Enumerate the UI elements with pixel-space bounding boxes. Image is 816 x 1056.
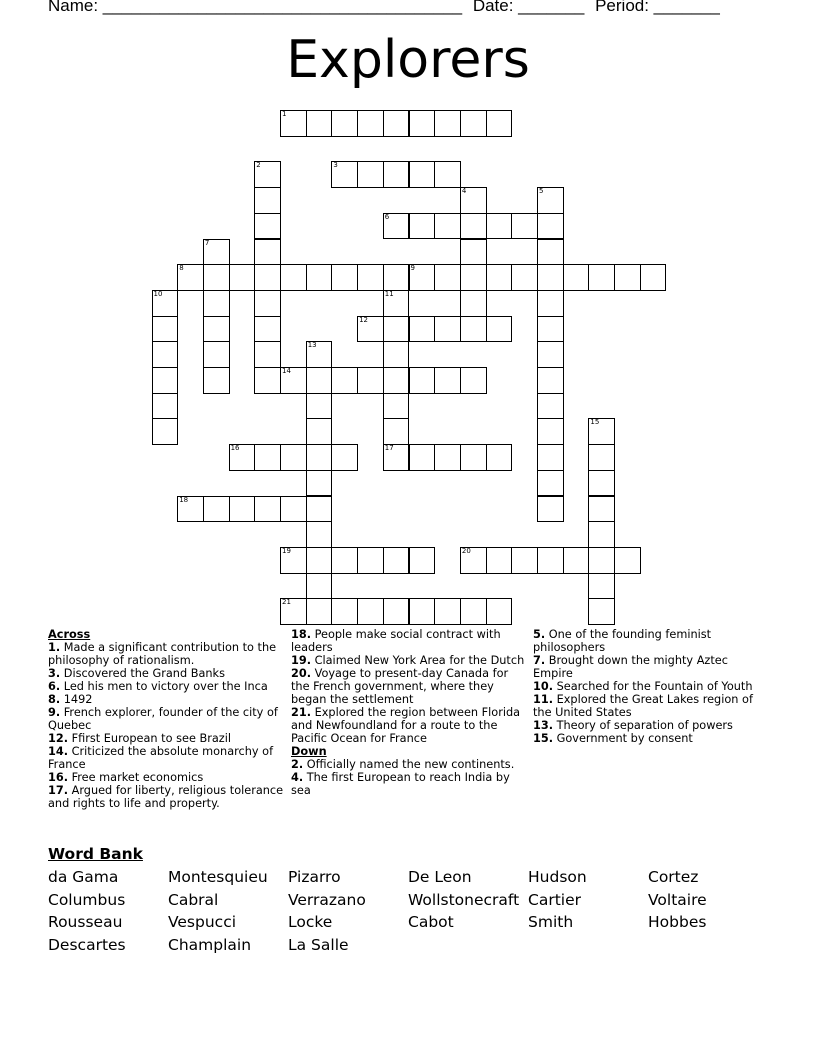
clue-number: 11: [384, 289, 394, 298]
clue-item: [533, 732, 769, 745]
word-bank-entry: Cabral: [168, 890, 219, 909]
crossword-cell[interactable]: [254, 161, 281, 188]
crossword-cell[interactable]: [434, 161, 461, 188]
crossword-cell[interactable]: [177, 264, 204, 291]
word-bank-entry: Vespucci: [168, 913, 237, 931]
crossword-cell[interactable]: [280, 444, 307, 471]
crossword-cell[interactable]: [409, 444, 436, 471]
word-bank-entry: La Salle: [288, 935, 349, 954]
clues-column-2: [291, 628, 527, 797]
crossword-cell[interactable]: [409, 316, 436, 343]
crossword-cell[interactable]: [383, 547, 410, 574]
crossword-cell[interactable]: [254, 187, 281, 214]
crossword-cell[interactable]: [357, 316, 384, 343]
clue-text: Argued for liberty, religious tolerance and rights to life and property.: [48, 784, 284, 810]
clue-text: Theory of separation of powers: [553, 719, 733, 732]
clue-item: [533, 628, 769, 654]
clue-number-label: 15.: [533, 732, 554, 745]
down-clue-list-continued: [533, 628, 769, 745]
clue-number-label: 10.: [533, 680, 554, 693]
across-clue-list-continued: [291, 628, 527, 745]
crossword-cell[interactable]: [229, 444, 256, 471]
clue-number: 10: [153, 289, 163, 298]
clue-number: 13: [307, 341, 317, 350]
clue-number-label: 7.: [533, 654, 546, 667]
crossword-cell[interactable]: [511, 264, 538, 291]
clue-number-label: 12.: [48, 732, 69, 745]
crossword-cell[interactable]: [537, 547, 564, 574]
crossword-cell[interactable]: [511, 213, 538, 240]
crossword-cell[interactable]: [331, 547, 358, 574]
crossword-cell[interactable]: [460, 316, 487, 343]
crossword-cell[interactable]: [383, 444, 410, 471]
clue-number-label: 6.: [48, 680, 61, 693]
clue-number: 9: [410, 264, 415, 273]
clue-number: 1: [282, 110, 287, 118]
clue-text: Explored the Great Lakes region of the United States: [533, 693, 753, 719]
crossword-cell[interactable]: [331, 367, 358, 394]
word-bank-entry: Voltaire: [648, 890, 707, 909]
crossword-cell[interactable]: [409, 547, 436, 574]
crossword-cell[interactable]: [537, 316, 564, 343]
crossword-cell[interactable]: [357, 161, 384, 188]
crossword-cell[interactable]: [434, 444, 461, 471]
name-field[interactable]: Name: ______________________________________: [48, 0, 463, 15]
clue-item: [48, 667, 284, 680]
date-field[interactable]: Date: _______: [472, 0, 585, 15]
crossword-cell[interactable]: [434, 213, 461, 240]
crossword-cell[interactable]: [537, 444, 564, 471]
word-bank-entry: Cabot: [408, 913, 454, 931]
crossword-cell[interactable]: [460, 290, 487, 317]
crossword-cell[interactable]: [357, 598, 384, 625]
crossword-cell[interactable]: [306, 496, 333, 523]
crossword-cell[interactable]: [254, 264, 281, 291]
crossword-cell[interactable]: [434, 316, 461, 343]
crossword-cell[interactable]: [383, 264, 410, 291]
crossword-cell[interactable]: [331, 110, 358, 137]
clue-number-label: 1.: [48, 641, 61, 654]
crossword-cell[interactable]: [588, 470, 615, 497]
crossword-cell[interactable]: [537, 341, 564, 368]
clue-text: Officially named the new continents.: [303, 758, 515, 771]
crossword-cell[interactable]: [306, 547, 333, 574]
crossword-cell[interactable]: [280, 547, 307, 574]
crossword-cell[interactable]: [203, 290, 230, 317]
clue-number: 17: [384, 444, 394, 453]
clue-number: 20: [461, 546, 471, 555]
word-bank-entry: Champlain: [168, 935, 252, 954]
crossword-cell[interactable]: [460, 444, 487, 471]
crossword-cell[interactable]: [486, 598, 513, 625]
clue-text: Made a significant contribution to the philosophy of rationalism.: [48, 641, 277, 667]
clue-text: French explorer, founder of the city of Quebec: [48, 706, 278, 732]
crossword-cell[interactable]: [614, 547, 641, 574]
crossword-cell[interactable]: [331, 598, 358, 625]
crossword-cell[interactable]: [152, 290, 179, 317]
page-title: Explorers: [286, 30, 530, 90]
crossword-cell[interactable]: [409, 161, 436, 188]
clue-item: [291, 758, 527, 771]
word-bank-entry: da Gama: [48, 868, 119, 886]
clue-item: [291, 628, 527, 654]
clue-number-label: 18.: [291, 628, 312, 641]
crossword-cell[interactable]: [383, 341, 410, 368]
crossword-cell[interactable]: [254, 290, 281, 317]
crossword-cell[interactable]: [460, 187, 487, 214]
clue-item: [291, 706, 527, 745]
crossword-cell[interactable]: [588, 598, 615, 625]
clue-number: 12: [359, 315, 369, 324]
clue-number: 21: [282, 598, 291, 607]
crossword-cell[interactable]: [306, 444, 333, 471]
crossword-cell[interactable]: [280, 367, 307, 394]
clue-text: Criticized the absolute monarchy of France: [48, 745, 274, 771]
clue-number-label: 19.: [291, 654, 312, 667]
clue-number-label: 5.: [533, 628, 546, 641]
crossword-cell[interactable]: [357, 110, 384, 137]
crossword-cell[interactable]: [460, 264, 487, 291]
crossword-cell[interactable]: [460, 213, 487, 240]
crossword-cell[interactable]: [203, 341, 230, 368]
crossword-cell[interactable]: [409, 213, 436, 240]
clue-number-label: 16.: [48, 771, 69, 784]
crossword-cell[interactable]: [254, 316, 281, 343]
clue-number-label: 9.: [48, 706, 61, 719]
crossword-cell[interactable]: [203, 496, 230, 523]
across-clue-list: [48, 641, 284, 810]
crossword-cell[interactable]: [383, 110, 410, 137]
crossword-cell[interactable]: [280, 496, 307, 523]
clue-number-label: 3.: [48, 667, 61, 680]
clues-column-3: [533, 628, 769, 745]
crossword-cell[interactable]: [486, 444, 513, 471]
clue-item: [291, 654, 527, 667]
crossword-cell[interactable]: [152, 367, 179, 394]
crossword-cell[interactable]: [486, 264, 513, 291]
period-field[interactable]: Period: _______: [595, 0, 720, 15]
clues-column-1: [48, 628, 284, 810]
crossword-cell[interactable]: [537, 187, 564, 214]
clue-item: [48, 771, 284, 784]
word-bank-entry: Pizarro: [288, 868, 341, 886]
crossword-cell[interactable]: [254, 496, 281, 523]
word-bank-entry: Cartier: [528, 890, 581, 909]
clue-text: People make social contract with leaders: [291, 628, 501, 654]
crossword-cell[interactable]: [563, 264, 590, 291]
clue-item: [533, 693, 769, 719]
down-heading: Down: [291, 745, 327, 758]
word-bank-entry: Columbus: [48, 890, 126, 909]
crossword-cell[interactable]: [588, 521, 615, 548]
crossword-cell[interactable]: [537, 264, 564, 291]
clue-item: [533, 654, 769, 680]
clue-text: Free market economics: [68, 771, 204, 784]
crossword-cell[interactable]: [383, 393, 410, 420]
crossword-cell[interactable]: [460, 367, 487, 394]
crossword-cell[interactable]: [152, 316, 179, 343]
crossword-cell[interactable]: [460, 239, 487, 266]
crossword-cell[interactable]: [486, 110, 513, 137]
crossword-cell[interactable]: [383, 161, 410, 188]
clue-number: 8: [179, 264, 184, 273]
clue-item: [48, 732, 284, 745]
crossword-cell[interactable]: [177, 496, 204, 523]
crossword-cell[interactable]: [460, 110, 487, 137]
word-bank-entry: Descartes: [48, 935, 126, 954]
crossword-cell[interactable]: [588, 418, 615, 445]
clue-text: Brought down the mighty Aztec Empire: [533, 654, 728, 680]
crossword-cell[interactable]: [563, 547, 590, 574]
clue-item: [48, 680, 284, 693]
crossword-cell[interactable]: [254, 213, 281, 240]
clue-number-label: 11.: [533, 693, 554, 706]
crossword-cell[interactable]: [331, 264, 358, 291]
clue-text: The first European to reach India by sea: [291, 771, 510, 797]
crossword-cell[interactable]: [306, 598, 333, 625]
clue-item: [48, 784, 284, 810]
crossword-cell[interactable]: [229, 264, 256, 291]
crossword-cell[interactable]: [511, 547, 538, 574]
crossword-cell[interactable]: [640, 264, 667, 291]
clue-number: 16: [230, 444, 240, 453]
crossword-cell[interactable]: [588, 496, 615, 523]
crossword-cell[interactable]: [383, 598, 410, 625]
clue-text: 1492: [60, 693, 93, 706]
crossword-cell[interactable]: [537, 393, 564, 420]
crossword-cell[interactable]: [434, 264, 461, 291]
crossword-cell[interactable]: [537, 470, 564, 497]
crossword-cell[interactable]: [306, 418, 333, 445]
crossword-cell[interactable]: [434, 367, 461, 394]
crossword-cell[interactable]: [306, 367, 333, 394]
crossword-cell[interactable]: [537, 496, 564, 523]
crossword-cell[interactable]: [383, 213, 410, 240]
word-bank-entry: Rousseau: [48, 913, 123, 931]
crossword-cell[interactable]: [486, 213, 513, 240]
clue-number-label: 4.: [291, 771, 304, 784]
word-bank-entry: Wollstonecraft: [408, 890, 520, 909]
crossword-cell[interactable]: [254, 239, 281, 266]
clue-item: [48, 693, 284, 706]
crossword-cell[interactable]: [486, 547, 513, 574]
crossword-cell[interactable]: [306, 264, 333, 291]
crossword-cell[interactable]: [331, 161, 358, 188]
crossword-cell[interactable]: [460, 547, 487, 574]
crossword-cell[interactable]: [254, 341, 281, 368]
clue-number: 6: [384, 212, 390, 221]
crossword-cell[interactable]: [306, 521, 333, 548]
clue-number: 19: [282, 546, 291, 555]
clue-text: Searched for the Fountain of Youth: [553, 680, 753, 693]
clue-text: Explored the region between Florida and Newfoundland for a route to the Pacific Ocean for France: [291, 706, 521, 745]
clue-text: Ffirst European to see Brazil: [68, 732, 232, 745]
crossword-cell[interactable]: [331, 444, 358, 471]
crossword-cell[interactable]: [203, 316, 230, 343]
clue-item: [291, 771, 527, 797]
word-bank-entry: De Leon: [408, 868, 472, 886]
clue-item: [533, 719, 769, 732]
clue-text: One of the founding feminist philosophers: [533, 628, 712, 654]
across-heading: Across: [48, 628, 91, 641]
crossword-cell[interactable]: [409, 598, 436, 625]
crossword-cell[interactable]: [434, 598, 461, 625]
crossword-cell[interactable]: [229, 496, 256, 523]
clue-number: 15: [590, 418, 600, 427]
clue-number-label: 8.: [48, 693, 61, 706]
crossword-cell[interactable]: [306, 573, 333, 600]
clue-number: 2: [256, 161, 261, 170]
clue-number-label: 14.: [48, 745, 69, 758]
word-bank-entry: Smith: [528, 913, 574, 931]
clue-text: Discovered the Grand Banks: [60, 667, 225, 680]
crossword-cell[interactable]: [383, 367, 410, 394]
crossword-cell[interactable]: [306, 470, 333, 497]
clue-text: Voyage to present-day Canada for the French government, where they began the settlement: [291, 667, 509, 706]
crossword-cell[interactable]: [537, 239, 564, 266]
crossword-cell[interactable]: [383, 290, 410, 317]
word-bank-title: Word Bank: [48, 845, 143, 863]
crossword-cell[interactable]: [306, 341, 333, 368]
clue-number-label: 13.: [533, 719, 554, 732]
clue-item: [533, 680, 769, 693]
crossword-cell[interactable]: [588, 547, 615, 574]
clue-number: 14: [282, 367, 291, 375]
crossword-cell[interactable]: [409, 264, 436, 291]
crossword-cell[interactable]: [254, 367, 281, 394]
clue-number: 7: [204, 238, 210, 247]
crossword-cell[interactable]: [588, 264, 615, 291]
crossword-cell[interactable]: [357, 367, 384, 394]
crossword-cell[interactable]: [306, 393, 333, 420]
crossword-cell[interactable]: [409, 110, 436, 137]
crossword-cell[interactable]: [203, 239, 230, 266]
crossword-cell[interactable]: [203, 367, 230, 394]
word-bank-entry: Hobbes: [648, 913, 707, 931]
clue-number-label: 21.: [291, 706, 312, 719]
clue-item: [48, 745, 284, 771]
crossword-cell[interactable]: [306, 110, 333, 137]
crossword-cell[interactable]: [588, 444, 615, 471]
clue-number-label: 2.: [291, 758, 304, 771]
word-bank-entry: Hudson: [528, 868, 587, 886]
crossword-cell[interactable]: [383, 418, 410, 445]
clue-text: Government by consent: [553, 732, 693, 745]
crossword-cell[interactable]: [357, 547, 384, 574]
crossword-cell[interactable]: [280, 110, 307, 137]
clue-number-label: 20.: [291, 667, 312, 680]
crossword-cell[interactable]: [537, 367, 564, 394]
crossword-cell[interactable]: [614, 264, 641, 291]
crossword-cell[interactable]: [383, 316, 410, 343]
crossword-cell[interactable]: [537, 418, 564, 445]
clue-text: Led his men to victory over the Inca: [60, 680, 268, 693]
crossword-cell[interactable]: [203, 264, 230, 291]
clue-number: 18: [179, 495, 189, 504]
clue-number: 3: [333, 161, 338, 170]
crossword-cell[interactable]: [280, 598, 307, 625]
word-bank-entry: Montesquieu: [168, 868, 268, 886]
word-bank-entry: Verrazano: [288, 890, 366, 909]
crossword-cell[interactable]: [280, 264, 307, 291]
crossword-cell[interactable]: [254, 444, 281, 471]
clue-number: 5: [539, 187, 544, 196]
word-bank-entry: Locke: [288, 913, 333, 931]
crossword-cell[interactable]: [537, 290, 564, 317]
crossword-cell[interactable]: [409, 367, 436, 394]
crossword-cell[interactable]: [152, 341, 179, 368]
clue-item: [291, 667, 527, 706]
word-bank-entry: Cortez: [648, 868, 699, 886]
crossword-cell[interactable]: [152, 393, 179, 420]
down-clue-list: [291, 758, 527, 797]
crossword-cell[interactable]: [460, 598, 487, 625]
crossword-cell[interactable]: [434, 110, 461, 137]
clue-item: [48, 706, 284, 732]
crossword-cell[interactable]: [357, 264, 384, 291]
clue-text: Claimed New York Area for the Dutch: [311, 654, 525, 667]
crossword-cell[interactable]: [486, 316, 513, 343]
crossword-cell[interactable]: [152, 418, 179, 445]
crossword-cell[interactable]: [537, 213, 564, 240]
crossword-cell[interactable]: [588, 573, 615, 600]
clue-number: 4: [461, 187, 467, 196]
clue-number-label: 17.: [48, 784, 69, 797]
clue-item: [48, 641, 284, 667]
